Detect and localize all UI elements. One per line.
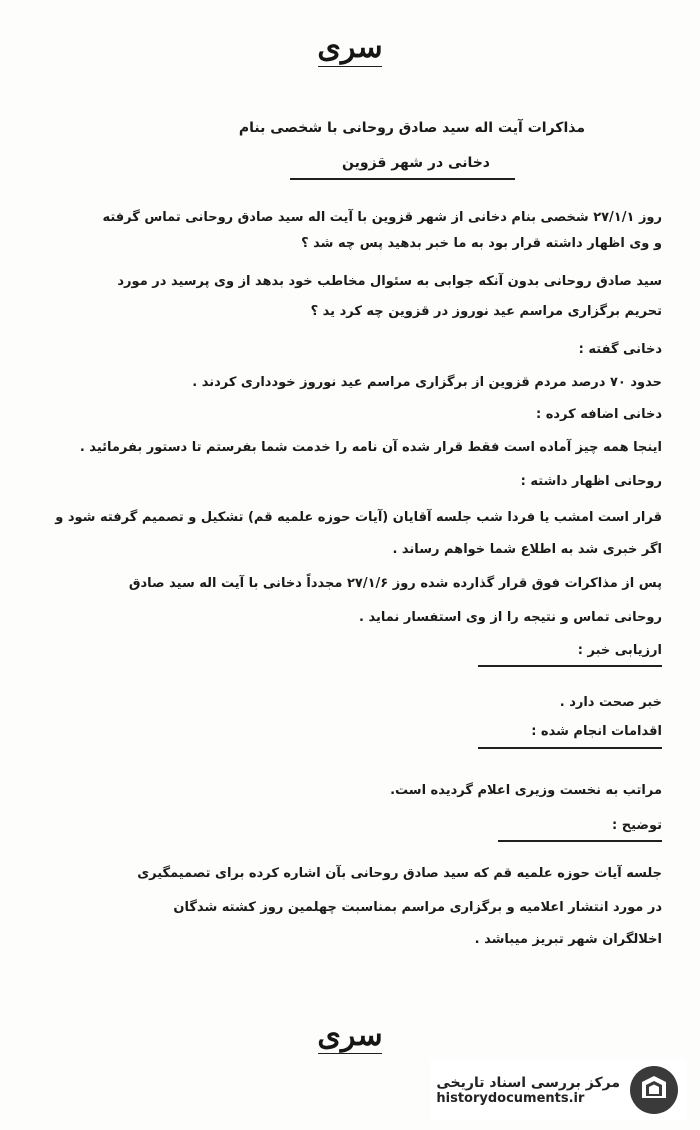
classification-bottom-underline xyxy=(318,1053,382,1054)
body-line-9: روحانی اظهار داشته : xyxy=(520,474,662,489)
evaluation-heading-underline xyxy=(478,665,662,667)
watermark-text xyxy=(436,1075,620,1106)
title-underline xyxy=(290,178,515,180)
actions-heading-underline xyxy=(478,747,662,749)
body-line-13: روحانی تماس و نتیجه را از وی استفسار نماید . xyxy=(358,610,662,625)
body-line-10: قرار است امشب یا فردا شب جلسه آقایان (آیات حوزه علمیه قم) تشکیل و تصمیم گرفته شود و xyxy=(55,510,662,525)
title-line-1: مذاکرات آیت اله سید صادق روحانی با شخصی بنام xyxy=(238,120,585,136)
note-line-3: اخلالگران شهر تبریز میباشد . xyxy=(474,932,662,947)
body-line-4: تحریم برگزاری مراسم عید نوروز در قزوین چه کرد ید ؟ xyxy=(310,304,662,319)
body-line-6: حدود ۷۰ درصد مردم قزوین از برگزاری مراسم عید نوروز خودداری کردند . xyxy=(192,375,662,390)
evaluation-text: خبر صحت دارد . xyxy=(559,695,662,710)
body-line-7: دخانی اضافه کرده : xyxy=(535,407,662,422)
classification-top-underline xyxy=(318,66,382,67)
actions-text: مراتب به نخست وزیری اعلام گردیده است. xyxy=(390,783,662,798)
note-line-1: جلسه آیات حوزه علمیه قم که سید صادق روحانی بآن اشاره کرده برای تصمیمگیری xyxy=(137,866,662,881)
body-line-8: اینجا همه چیز آماده است فقط قرار شده آن نامه را خدمت شما بفرستم تا دستور بفرمائید . xyxy=(79,440,662,455)
body-line-2: و وی اظهار داشته قرار بود به ما خبر بدهید پس چه شد ؟ xyxy=(301,236,662,251)
classification-bottom: سری xyxy=(317,1018,383,1053)
classification-top: سری xyxy=(317,30,383,65)
actions-heading: اقدامات انجام شده : xyxy=(531,724,662,739)
archive-logo-icon xyxy=(628,1064,680,1116)
body-line-11: اگر خبری شد به اطلاع شما خواهم رساند . xyxy=(392,542,662,557)
title-line-2: دخانی در شهر قزوین xyxy=(342,155,490,171)
body-line-12: پس از مذاکرات فوق قرار گذارده شده روز ۲۷/۱/۶ مجدداً دخانی با آیت اله سید صادق xyxy=(128,576,662,591)
note-heading: توضیح : xyxy=(612,818,662,833)
body-line-1: روز ۲۷/۱/۱ شخصی بنام دخانی از شهر قزوین با آیت اله سید صادق روحانی تماس گرفته xyxy=(102,210,662,225)
body-line-3: سید صادق روحانی بدون آنکه جوابی به سئوال مخاطب خود بدهد از وی پرسید در مورد xyxy=(117,274,662,289)
note-line-2: در مورد انتشار اعلامیه و برگزاری مراسم بمناسبت چهلمین روز کشته شدگان xyxy=(173,900,662,915)
body-line-5: دخانی گفته : xyxy=(578,342,662,357)
evaluation-heading: ارزیابی خبر : xyxy=(577,643,662,658)
watermark-url: historydocuments.ir xyxy=(436,1090,585,1106)
archive-watermark xyxy=(430,1060,686,1120)
note-heading-underline xyxy=(498,840,662,842)
watermark-name: مرکز بررسی اسناد تاریخی xyxy=(436,1074,620,1091)
